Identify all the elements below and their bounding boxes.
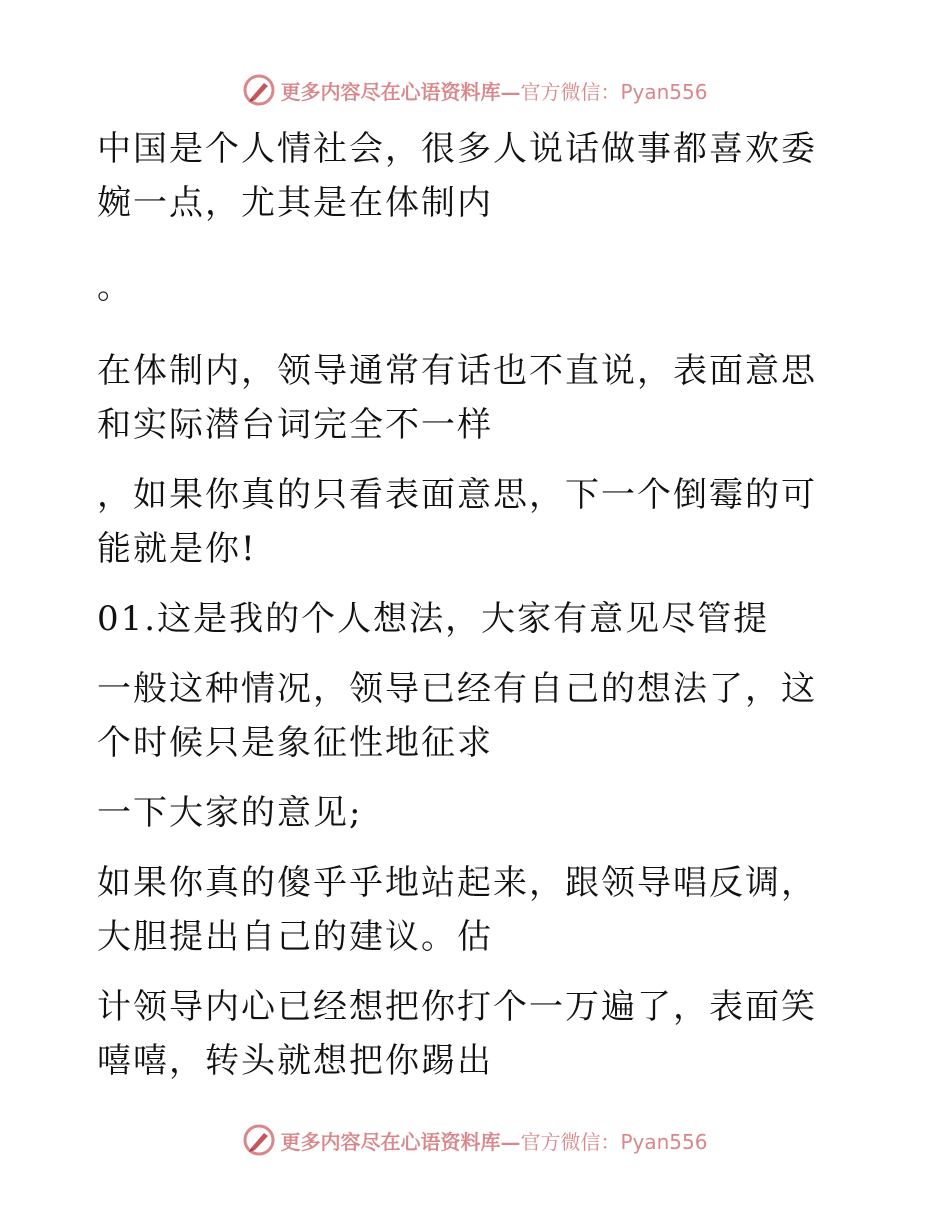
footer-banner — [0, 1120, 950, 1160]
pen-logo-icon — [242, 73, 276, 107]
paragraph-4: ，如果你真的只看表面意思，下一个倒霉的可能就是你! — [97, 475, 817, 569]
banner-text: 更多内容尽在心语资料库— — [280, 1129, 521, 1154]
paragraph-5: 01.这是我的个人想法，大家有意见尽管提 — [97, 599, 770, 639]
header-banner — [0, 70, 950, 110]
document-body — [97, 122, 837, 1088]
paragraph-7: 一下大家的意见; — [97, 793, 363, 833]
paragraph-2: 。 — [97, 267, 133, 307]
paragraph-6: 一般这种情况，领导已经有自己的想法了，这个时候只是象征性地征求 — [97, 669, 817, 763]
banner-text: 更多内容尽在心语资料库— — [280, 79, 521, 104]
paragraph-3: 在体制内，领导通常有话也不直说，表面意思和实际潜台词完全不一样 — [97, 351, 817, 445]
paragraph-9: 计领导内心已经想把你打个一万遍了，表面笑嘻嘻，转头就想把你踢出 — [97, 987, 817, 1081]
pen-logo-icon — [242, 1123, 276, 1157]
paragraph-8: 如果你真的傻乎乎地站起来，跟领导唱反调，大胆提出自己的建议。估 — [97, 863, 817, 957]
banner-wechat: 官方微信：Pyan556 — [520, 79, 708, 104]
paragraph-1: 中国是个人情社会，很多人说话做事都喜欢委婉一点，尤其是在体制内 — [97, 129, 817, 223]
banner-wechat: 官方微信：Pyan556 — [520, 1129, 708, 1154]
